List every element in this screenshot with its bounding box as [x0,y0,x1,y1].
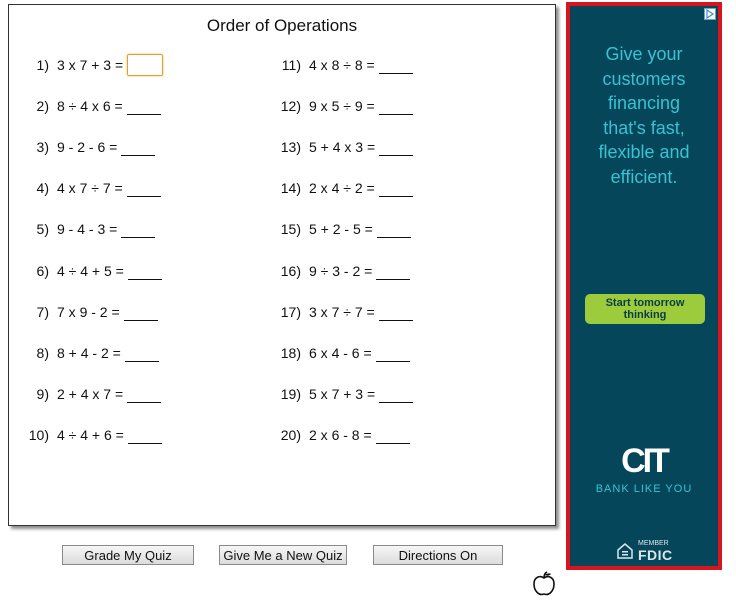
problem-expression: 3 x 7 ÷ 7 = [309,303,375,320]
problem-row [277,259,410,283]
ad-tagline: BANK LIKE YOU [595,483,693,495]
answer-input[interactable] [121,138,155,156]
answer-input[interactable] [376,262,410,280]
cit-logo: CIT [621,442,667,480]
grade-quiz-button[interactable]: Grade My Quiz [62,545,194,565]
problem-expression: 2 x 4 ÷ 2 = [309,180,375,197]
ad-cta-line: Start tomorrow [605,297,685,309]
problem-number: 10) [28,426,49,443]
answer-input[interactable] [121,220,155,238]
problem-row [277,135,413,159]
ad-headline-line: flexible and [598,142,690,162]
problem-row [25,423,162,447]
problem-expression: 4 ÷ 4 + 6 = [57,426,124,443]
problem-expression: 8 ÷ 4 x 6 = [57,98,123,115]
problem-expression: 3 x 7 + 3 = [57,57,124,73]
quiz-title: Order of Operations [206,16,358,35]
answer-input[interactable] [127,385,161,403]
fdic-label: FDIC [638,547,673,563]
problem-row [25,94,161,118]
problem-row [25,300,158,324]
problem-number: 17) [280,303,301,320]
problem-row [25,217,155,241]
problem-row [277,341,410,365]
answer-input[interactable] [124,303,158,321]
problem-expression: 5 + 2 - 5 = [309,221,373,238]
problem-row [25,382,161,406]
problem-row [25,341,159,365]
answer-input[interactable] [127,97,161,115]
problem-expression: 7 x 9 - 2 = [57,303,120,320]
problem-expression: 9 - 2 - 6 = [57,139,118,156]
answer-input[interactable] [379,179,413,197]
problem-expression: 5 x 7 + 3 = [309,385,376,402]
problem-row [25,53,163,77]
problem-expression: 9 ÷ 3 - 2 = [309,262,373,279]
ad-cta-line: thinking [623,309,667,321]
ad-headline [574,42,714,189]
problem-number: 12) [280,98,301,115]
problem-number: 14) [280,180,301,197]
problem-expression: 9 - 4 - 3 = [57,221,118,238]
ad-choices-icon[interactable] [704,8,716,20]
problem-number: 7) [36,303,49,320]
problem-row [277,94,413,118]
problem-row [277,423,410,447]
problem-expression: 2 x 6 - 8 = [309,426,372,443]
new-quiz-button[interactable]: Give Me a New Quiz [219,545,347,565]
problem-expression: 4 x 8 ÷ 8 = [309,57,375,73]
problem-row [25,135,155,159]
problem-number: 3) [36,139,49,156]
problem-row [25,176,161,200]
problem-number: 5) [36,221,49,238]
answer-input[interactable] [128,262,162,280]
problem-expression: 2 + 4 x 7 = [57,385,124,402]
problem-row [277,53,413,77]
answer-input[interactable] [379,97,413,115]
answer-input[interactable] [379,385,413,403]
problem-number: 19) [280,385,301,402]
answer-input[interactable] [379,303,413,321]
answer-input[interactable] [377,220,411,238]
problem-number: 20) [280,426,301,443]
problem-number: 8) [36,344,49,361]
quiz-panel [8,4,556,526]
problem-row [277,217,411,241]
ad-headline-line: financing [607,93,681,113]
problem-expression: 6 x 4 - 6 = [309,344,372,361]
ad-headline-line: that's fast, [603,117,685,138]
problem-number: 2) [36,98,49,115]
answer-input[interactable] [125,344,159,362]
problem-expression: 8 + 4 - 2 = [57,344,121,361]
problem-expression: 4 ÷ 4 + 5 = [57,262,124,279]
problem-number: 1) [36,57,49,73]
problem-number: 9) [36,385,49,402]
fdic-badge [616,538,673,564]
equal-housing-icon [616,542,634,560]
problem-expression: 4 x 7 ÷ 7 = [57,180,123,197]
answer-input[interactable] [379,56,413,74]
apple-icon[interactable] [530,570,558,598]
fdic-member-label: MEMBER [638,540,669,547]
problem-expression: 9 x 5 ÷ 9 = [309,98,375,115]
problem-row [277,300,413,324]
directions-button[interactable]: Directions On [373,545,503,565]
ad-headline-line: customers [602,68,686,89]
answer-input[interactable] [127,179,161,197]
answer-input[interactable] [376,344,410,362]
problem-number: 15) [280,221,301,238]
answer-input[interactable] [127,54,163,76]
ad-headline-line: Give your [605,44,683,64]
problem-expression: 5 + 4 x 3 = [309,139,376,156]
problem-row [25,259,162,283]
problem-number: 18) [280,344,301,361]
problem-row [277,176,413,200]
problem-number: 4) [36,180,49,197]
problem-number: 13) [280,139,301,156]
problem-number: 16) [280,262,301,279]
problem-row [277,382,413,406]
answer-input[interactable] [379,138,413,156]
answer-input[interactable] [128,426,162,444]
problem-number: 11) [281,57,301,73]
advertisement[interactable] [566,2,722,570]
ad-headline-line: efficient. [610,166,678,187]
problem-number: 6) [36,262,49,279]
answer-input[interactable] [376,426,410,444]
ad-cta-button[interactable] [585,294,705,324]
